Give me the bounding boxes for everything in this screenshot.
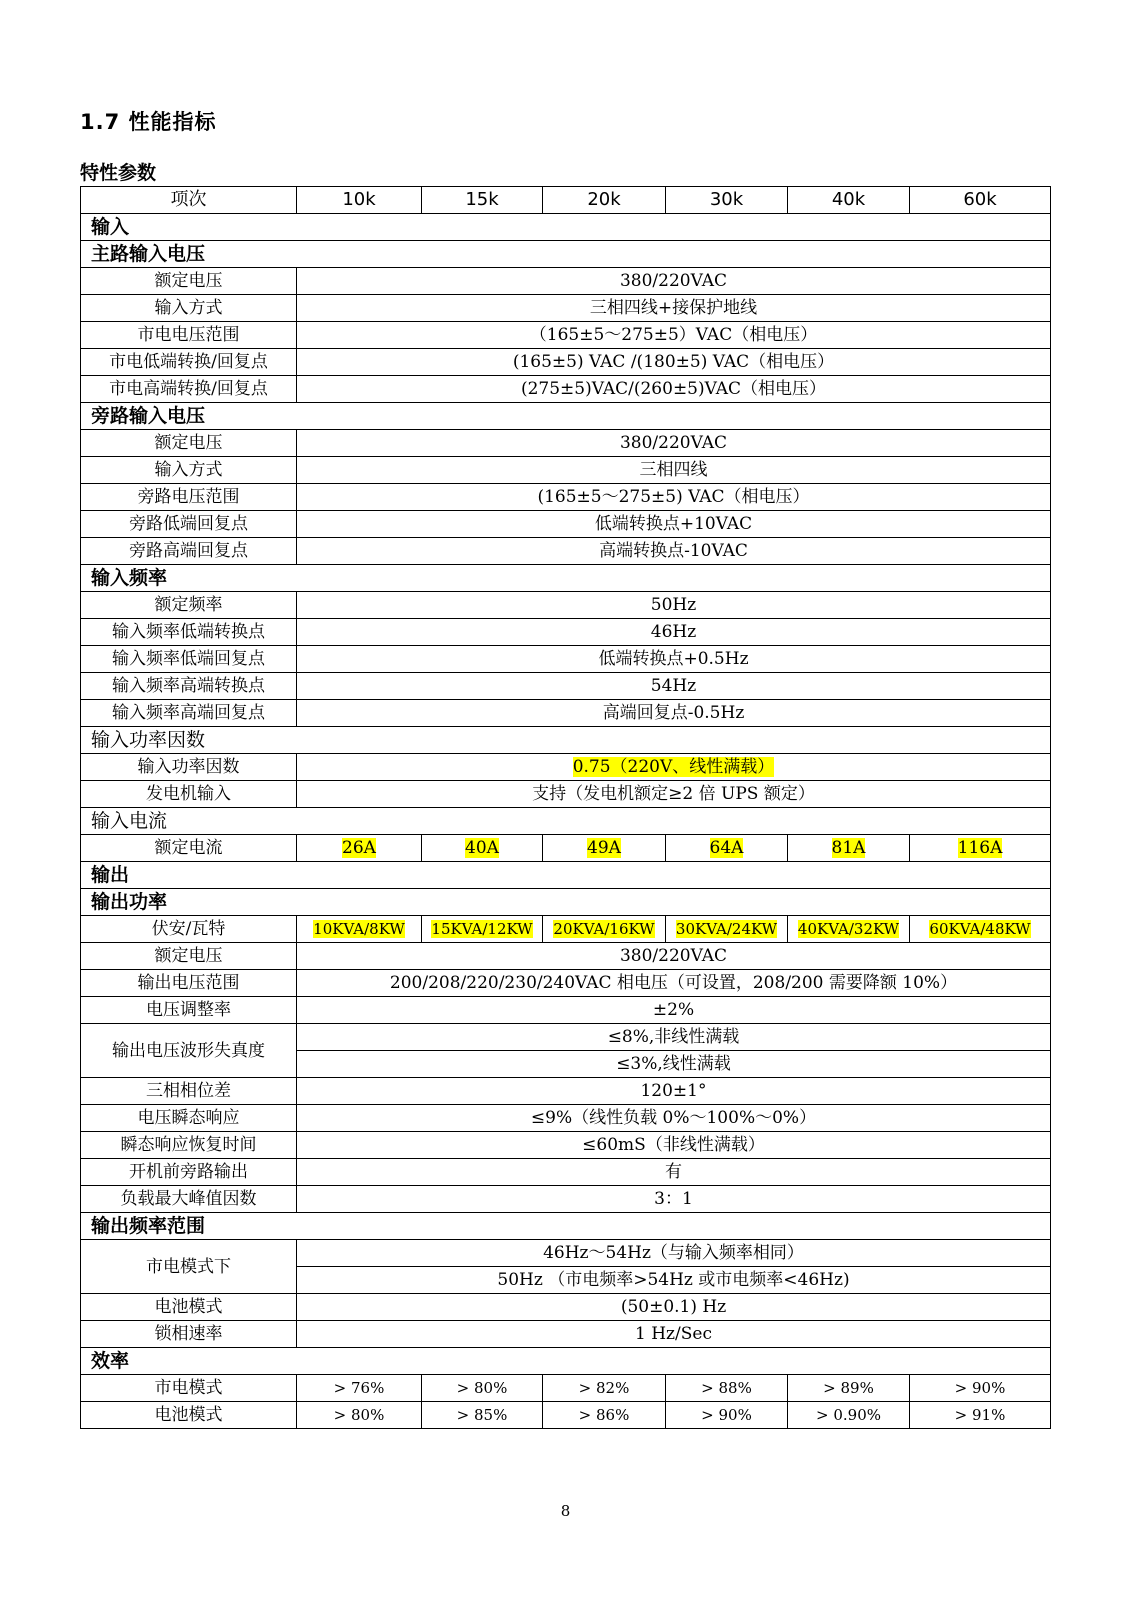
row-value: (275±5)VAC/(260±5)VAC（相电压）: [297, 376, 1051, 403]
table-row: [81, 1186, 1051, 1213]
row-value: 有: [297, 1159, 1051, 1186]
row-value: 46Hz～54Hz（与输入频率相同）: [297, 1240, 1051, 1267]
row-label: 电池模式: [81, 1294, 297, 1321]
row-value: （165±5～275±5）VAC（相电压）: [297, 322, 1051, 349]
row-label: 市电电压范围: [81, 322, 297, 349]
section-input: 输入: [81, 214, 1051, 241]
row-value: ≤9%（线性负载 0%～100%～0%）: [297, 1105, 1051, 1132]
power-cell: [788, 916, 910, 943]
header-cell: 20k: [543, 187, 666, 214]
row-label: 市电模式: [81, 1375, 297, 1402]
section-output-power: 输出功率: [81, 889, 1051, 916]
row-value: ≤60mS（非线性满载）: [297, 1132, 1051, 1159]
spec-table: [80, 186, 1051, 1429]
section-efficiency: 效率: [81, 1348, 1051, 1375]
row-label: 输入频率高端回复点: [81, 700, 297, 727]
table-row: [81, 457, 1051, 484]
row-value: 3：1: [297, 1186, 1051, 1213]
page-number: 8: [560, 1502, 571, 1520]
table-row: [81, 619, 1051, 646]
row-value: 低端转换点+10VAC: [297, 511, 1051, 538]
efficiency-cell: > 82%: [543, 1375, 666, 1402]
table-row: [81, 835, 1051, 862]
table-row: [81, 943, 1051, 970]
row-value: 380/220VAC: [297, 268, 1051, 295]
row-label: 伏安/瓦特: [81, 916, 297, 943]
row-label: 电压瞬态响应: [81, 1105, 297, 1132]
row-label: 发电机输入: [81, 781, 297, 808]
row-label: 市电模式下: [81, 1240, 297, 1294]
highlighted-value: 40KVA/32KW: [797, 920, 900, 938]
row-value: 支持（发电机额定≥2 倍 UPS 额定）: [297, 781, 1051, 808]
current-cell: [422, 835, 543, 862]
row-value: ≤3%,线性满载: [297, 1051, 1051, 1078]
table-row: [81, 646, 1051, 673]
current-cell: [543, 835, 666, 862]
row-label: 输出电压范围: [81, 970, 297, 997]
table-row: [81, 1375, 1051, 1402]
table-row: [81, 1024, 1051, 1051]
table-row: [81, 754, 1051, 781]
row-label: 市电低端转换/回复点: [81, 349, 297, 376]
header-cell: 40k: [788, 187, 910, 214]
efficiency-cell: > 0.90%: [788, 1402, 910, 1429]
row-label: 旁路电压范围: [81, 484, 297, 511]
table-row: [81, 1240, 1051, 1267]
table-row: [81, 592, 1051, 619]
highlighted-value: 26A: [342, 838, 376, 858]
row-label: 额定电压: [81, 943, 297, 970]
row-value: (165±5～275±5) VAC（相电压）: [297, 484, 1051, 511]
table-row: [81, 970, 1051, 997]
highlighted-value: 10KVA/8KW: [313, 920, 405, 938]
table-row: [81, 1078, 1051, 1105]
row-label: 旁路低端回复点: [81, 511, 297, 538]
table-row: [81, 322, 1051, 349]
efficiency-cell: > 80%: [422, 1375, 543, 1402]
section-main-voltage: 主路输入电压: [81, 241, 1051, 268]
table-row: [81, 511, 1051, 538]
row-label: 电池模式: [81, 1402, 297, 1429]
table-row: [81, 997, 1051, 1024]
header-cell: 15k: [422, 187, 543, 214]
row-label: 输入方式: [81, 457, 297, 484]
power-cell: [543, 916, 666, 943]
row-value: (165±5) VAC /(180±5) VAC（相电压）: [297, 349, 1051, 376]
table-row: [81, 349, 1051, 376]
table-row: [81, 1294, 1051, 1321]
highlighted-value: 15KVA/12KW: [431, 920, 533, 938]
row-label: 额定电压: [81, 430, 297, 457]
section-input-frequency: 输入频率: [81, 565, 1051, 592]
row-value: (50±0.1) Hz: [297, 1294, 1051, 1321]
row-label: 额定频率: [81, 592, 297, 619]
power-cell: [422, 916, 543, 943]
highlighted-value: 30KVA/24KW: [675, 920, 778, 938]
power-cell: [910, 916, 1051, 943]
table-caption: 特性参数: [80, 162, 157, 184]
table-row: [81, 268, 1051, 295]
current-cell: [666, 835, 788, 862]
efficiency-cell: > 80%: [297, 1402, 422, 1429]
row-label: 输出电压波形失真度: [81, 1024, 297, 1078]
highlighted-value: 49A: [587, 838, 621, 858]
row-value: 50Hz （市电频率>54Hz 或市电频率<46Hz): [297, 1267, 1051, 1294]
row-label: 瞬态响应恢复时间: [81, 1132, 297, 1159]
row-label: 输入功率因数: [81, 754, 297, 781]
row-value: 380/220VAC: [297, 430, 1051, 457]
row-value: 200/208/220/230/240VAC 相电压（可设置，208/200 需要降额 10%）: [297, 970, 1051, 997]
current-cell: [788, 835, 910, 862]
row-value: 1 Hz/Sec: [297, 1321, 1051, 1348]
section-input-current: 输入电流: [81, 808, 1051, 835]
row-label: 旁路高端回复点: [81, 538, 297, 565]
row-value: 高端回复点-0.5Hz: [297, 700, 1051, 727]
power-cell: [666, 916, 788, 943]
row-value: 三相四线+接保护地线: [297, 295, 1051, 322]
power-cell: [297, 916, 422, 943]
efficiency-cell: > 85%: [422, 1402, 543, 1429]
table-row: [81, 781, 1051, 808]
header-cell: 项次: [81, 187, 297, 214]
highlighted-value: 20KVA/16KW: [553, 920, 655, 938]
efficiency-cell: > 90%: [910, 1375, 1051, 1402]
header-cell: 60k: [910, 187, 1051, 214]
section-input-power-factor: 输入功率因数: [81, 727, 1051, 754]
header-cell: 10k: [297, 187, 422, 214]
section-output: 输出: [81, 862, 1051, 889]
row-label: 电压调整率: [81, 997, 297, 1024]
highlighted-value: 40A: [465, 838, 499, 858]
row-label: 输入频率低端回复点: [81, 646, 297, 673]
current-cell: [910, 835, 1051, 862]
row-label: 输入方式: [81, 295, 297, 322]
table-row: [81, 376, 1051, 403]
efficiency-cell: > 90%: [666, 1402, 788, 1429]
row-value: ≤8%,非线性满载: [297, 1024, 1051, 1051]
table-row: [81, 673, 1051, 700]
row-label: 输入频率高端转换点: [81, 673, 297, 700]
row-label: 负载最大峰值因数: [81, 1186, 297, 1213]
header-cell: 30k: [666, 187, 788, 214]
efficiency-cell: > 91%: [910, 1402, 1051, 1429]
table-row: [81, 1321, 1051, 1348]
table-row: [81, 1132, 1051, 1159]
row-value: 120±1°: [297, 1078, 1051, 1105]
efficiency-cell: > 89%: [788, 1375, 910, 1402]
highlighted-value: 0.75（220V、线性满载）: [572, 757, 775, 777]
table-row: [81, 1105, 1051, 1132]
row-value: 380/220VAC: [297, 943, 1051, 970]
highlighted-value: 60KVA/48KW: [929, 920, 1031, 938]
current-cell: [297, 835, 422, 862]
row-label: 三相相位差: [81, 1078, 297, 1105]
row-value: [297, 754, 1051, 781]
section-output-frequency: 输出频率范围: [81, 1213, 1051, 1240]
row-value: 46Hz: [297, 619, 1051, 646]
row-label: 市电高端转换/回复点: [81, 376, 297, 403]
table-row: [81, 484, 1051, 511]
efficiency-cell: > 86%: [543, 1402, 666, 1429]
table-row: [81, 430, 1051, 457]
section-bypass-voltage: 旁路输入电压: [81, 403, 1051, 430]
row-label: 锁相速率: [81, 1321, 297, 1348]
row-value: ±2%: [297, 997, 1051, 1024]
row-label: 开机前旁路输出: [81, 1159, 297, 1186]
table-row: [81, 538, 1051, 565]
table-row: [81, 1402, 1051, 1429]
row-value: 低端转换点+0.5Hz: [297, 646, 1051, 673]
table-header-row: [81, 187, 1051, 214]
table-row: [81, 916, 1051, 943]
row-value: 高端转换点-10VAC: [297, 538, 1051, 565]
section-heading: 1.7 性能指标: [80, 110, 217, 134]
highlighted-value: 81A: [831, 838, 866, 858]
highlighted-value: 64A: [709, 838, 744, 858]
row-value: 54Hz: [297, 673, 1051, 700]
row-label: 额定电压: [81, 268, 297, 295]
row-label: 额定电流: [81, 835, 297, 862]
efficiency-cell: > 76%: [297, 1375, 422, 1402]
efficiency-cell: > 88%: [666, 1375, 788, 1402]
row-value: 50Hz: [297, 592, 1051, 619]
table-row: [81, 1159, 1051, 1186]
row-value: 三相四线: [297, 457, 1051, 484]
highlighted-value: 116A: [957, 838, 1003, 858]
row-label: 输入频率低端转换点: [81, 619, 297, 646]
table-row: [81, 295, 1051, 322]
table-row: [81, 700, 1051, 727]
